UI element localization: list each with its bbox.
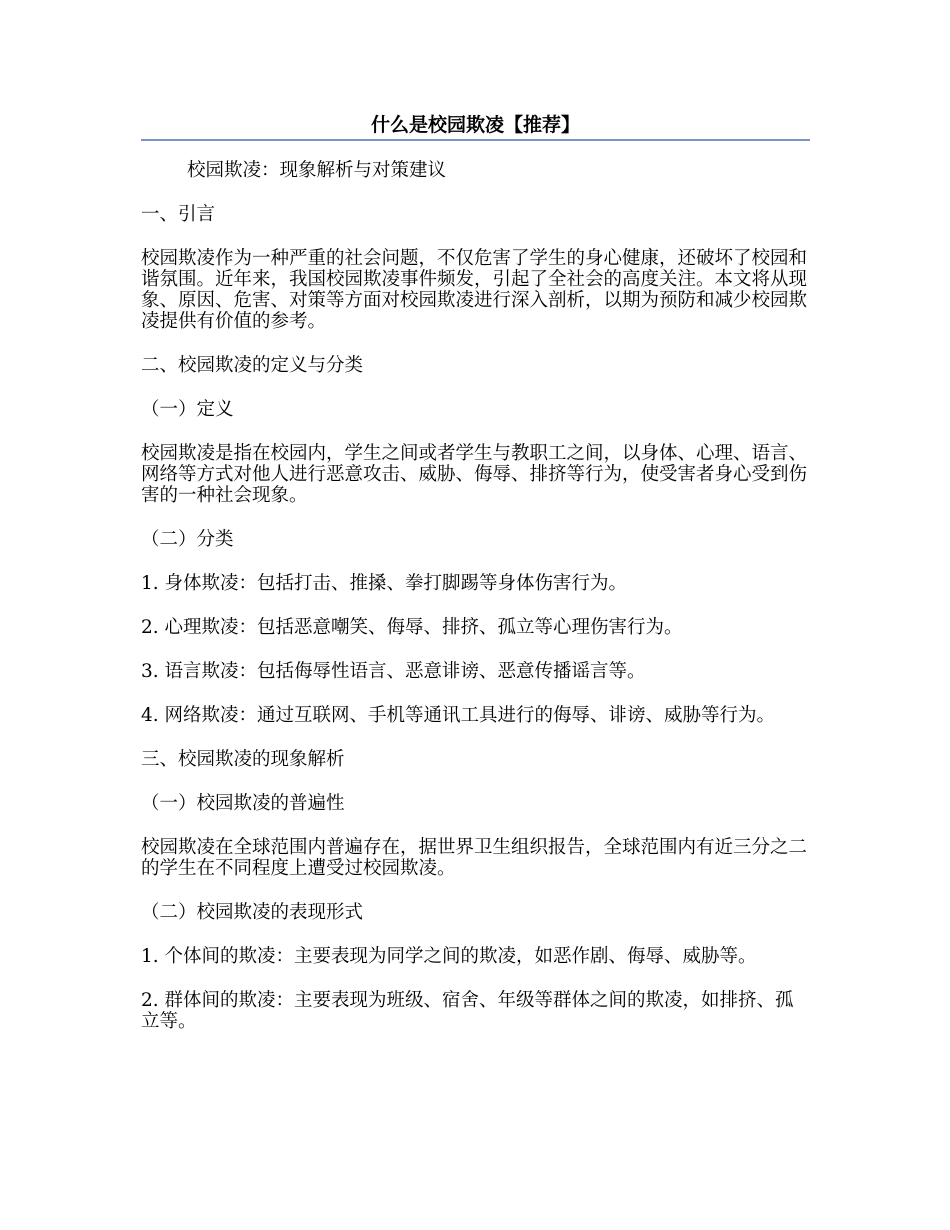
subsection-heading: （一）校园欺凌的普遍性 xyxy=(141,793,345,814)
list-item: 2. 心理欺凌：包括恶意嘲笑、侮辱、排挤、孤立等心理伤害行为。 xyxy=(141,617,683,638)
title-underline xyxy=(141,139,810,141)
body-paragraph: 校园欺凌作为一种严重的社会问题，不仅危害了学生的身心健康，还破坏了校园和谐氛围。近年来，我国校园欺凌事件频发，引起了全社会的高度关注。本文将从现象、原因、危害、对策等方面对校园欺凌进行深入剖析，以期为预防和减少校园欺凌提供有价值的参考。 xyxy=(141,248,808,332)
list-item: 4. 网络欺凌：通过互联网、手机等通讯工具进行的侮辱、诽谤、威胁等行为。 xyxy=(141,705,776,726)
body-paragraph: 校园欺凌是指在校园内，学生之间或者学生与教职工之间，以身体、心理、语言、网络等方式对他人进行恶意攻击、威胁、侮辱、排挤等行为，使受害者身心受到伤害的一种社会现象。 xyxy=(141,443,808,506)
document-subtitle: 校园欺凌：现象解析与对策建议 xyxy=(187,160,447,181)
section-heading: 三、校园欺凌的现象解析 xyxy=(141,749,345,770)
section-heading: 一、引言 xyxy=(141,204,216,225)
document-body xyxy=(141,160,810,1055)
subsection-heading: （一）定义 xyxy=(141,399,234,420)
list-item: 1. 身体欺凌：包括打击、推搡、拳打脚踢等身体伤害行为。 xyxy=(141,573,628,594)
list-item: 3. 语言欺凌：包括侮辱性语言、恶意诽谤、恶意传播谣言等。 xyxy=(141,661,646,682)
list-item: 2. 群体间的欺凌：主要表现为班级、宿舍、年级等群体之间的欺凌，如排挤、孤立等。 xyxy=(141,990,794,1032)
body-paragraph: 校园欺凌在全球范围内普遍存在，据世界卫生组织报告，全球范围内有近三分之二的学生在不同程度上遭受过校园欺凌。 xyxy=(141,837,808,879)
subsection-heading: （二）分类 xyxy=(141,529,234,550)
subsection-heading: （二）校园欺凌的表现形式 xyxy=(141,902,364,923)
section-heading: 二、校园欺凌的定义与分类 xyxy=(141,355,364,376)
document-title: 什么是校园欺凌【推荐】 xyxy=(370,114,580,136)
list-item: 1. 个体间的欺凌：主要表现为同学之间的欺凌，如恶作剧、侮辱、威胁等。 xyxy=(141,946,757,967)
